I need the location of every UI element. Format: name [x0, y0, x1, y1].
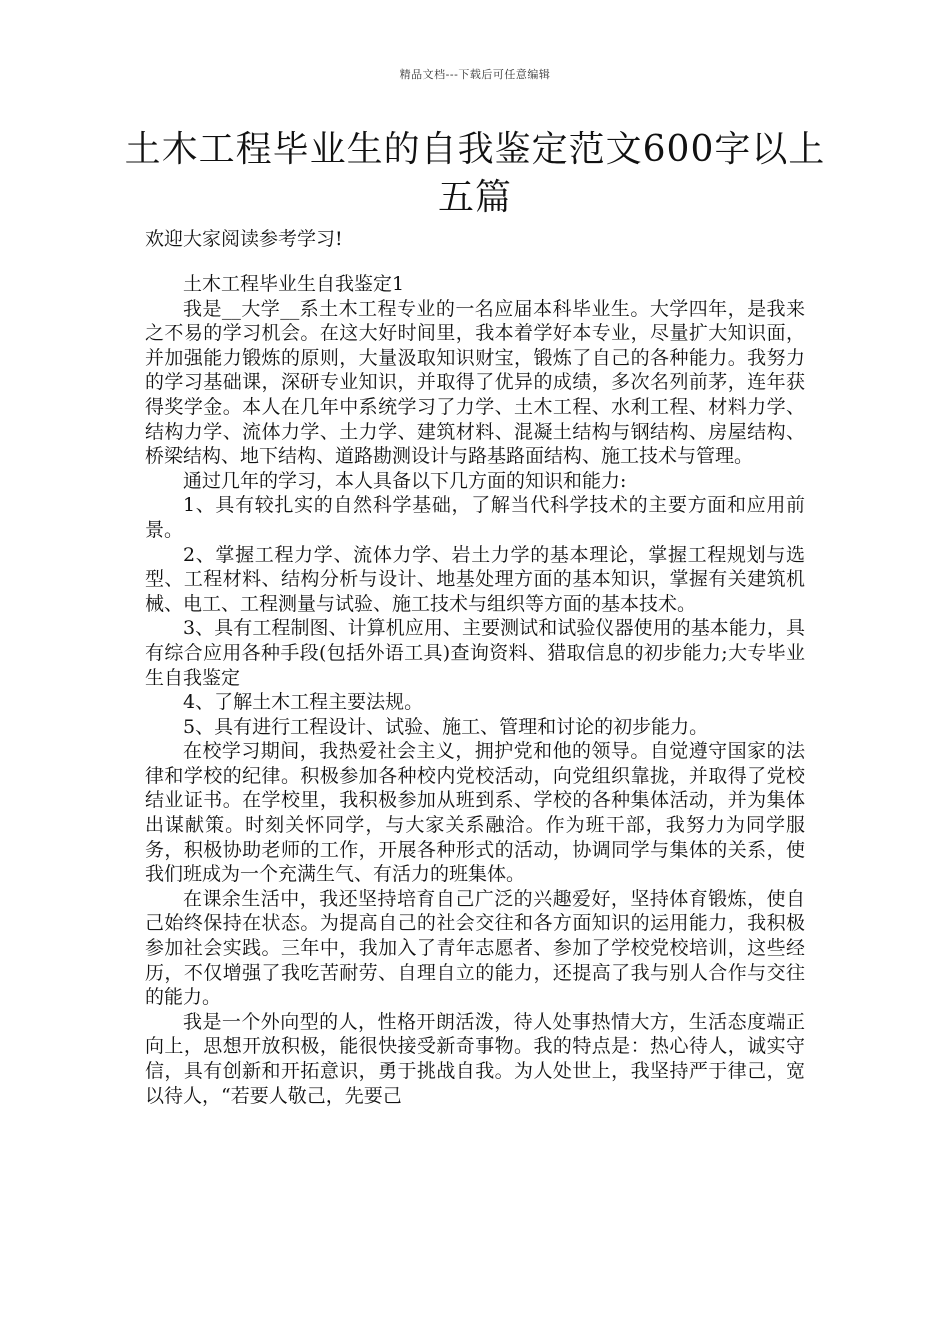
list-item: 5、具有进行工程设计、试验、施工、管理和讨论的初步能力。: [183, 715, 709, 738]
welcome-line: 欢迎大家阅读参考学习!: [145, 228, 343, 250]
paragraph: 通过几年的学习，本人具备以下几方面的知识和能力:: [183, 469, 627, 492]
list-item: 2、掌握工程力学、流体力学、岩土力学的基本理论，掌握工程规划与选型、工程材料、结构分析与设计、地基处理方面的基本知识，掌握有关建筑机械、电工、工程测量与试验、施工技术与组织等方面的基本技术。: [145, 543, 805, 615]
header-note: 精品文档---下载后可任意编辑: [399, 68, 551, 81]
paragraph: 在校学习期间，我热爱社会主义，拥护党和他的领导。自觉遵守国家的法律和学校的纪律。积极参加各种校内党校活动，向党组织靠拢，并取得了党校结业证书。在学校里，我积极参加从班到系、学校的各种集体活动，并为集体出谋献策。时刻关怀同学，与大家关系融洽。作为班干部，我努力为同学服务，积极协助老师的工作，开展各种形式的活动，协调同学与集体的关系，使我们班成为一个充满生气、有活力的班集体。: [145, 740, 805, 886]
document-body: [145, 272, 805, 1108]
list-item: 1、具有较扎实的自然科学基础，了解当代科学技术的主要方面和应用前景。: [145, 494, 805, 541]
list-item: 4、了解土木工程主要法规。: [183, 691, 424, 714]
paragraph: 在课余生活中，我还坚持培育自己广泛的兴趣爱好，坚持体育锻炼，使自己始终保持在状态。为提高自己的社会交往和各方面知识的运用能力，我积极参加社会实践。三年中，我加入了青年志愿者、参加了学校党校培训，这些经历，不仅增强了我吃苦耐劳、自理自立的能力，还提高了我与别人合作与交往的能力。: [145, 887, 805, 1009]
document-title: 土木工程毕业生的自我鉴定范文600字以上五篇: [124, 129, 826, 218]
list-item: 3、具有工程制图、计算机应用、主要测试和试验仪器使用的基本能力，具有综合应用各种手段(包括外语工具)查询资料、猎取信息的初步能力;大专毕业生自我鉴定: [145, 617, 805, 689]
paragraph: 我是一个外向型的人，性格开朗活泼，待人处事热情大方，生活态度端正向上，思想开放积极，能很快接受新奇事物。我的特点是：热心待人，诚实守信，具有创新和开拓意识，勇于挑战自我。为人处世上，我坚持严于律己，宽以待人，“若要人敬己，先要己: [145, 1010, 805, 1107]
paragraph: 我是__大学__系土木工程专业的一名应届本科毕业生。大学四年，是我来之不易的学习机会。在这大好时间里，我本着学好本专业，尽量扩大知识面，并加强能力锻炼的原则，大量汲取知识财宝，锻炼了自己的各种能力。我努力的学习基础课，深研专业知识，并取得了优异的成绩，多次名列前茅，连年获得奖学金。本人在几年中系统学习了力学、土木工程、水利工程、材料力学、结构力学、流体力学、土力学、建筑材料、混凝土结构与钢结构、房屋结构、桥梁结构、地下结构、道路勘测设计与路基路面结构、施工技术与管理。: [145, 297, 805, 468]
section-heading: 土木工程毕业生自我鉴定1: [183, 273, 405, 295]
